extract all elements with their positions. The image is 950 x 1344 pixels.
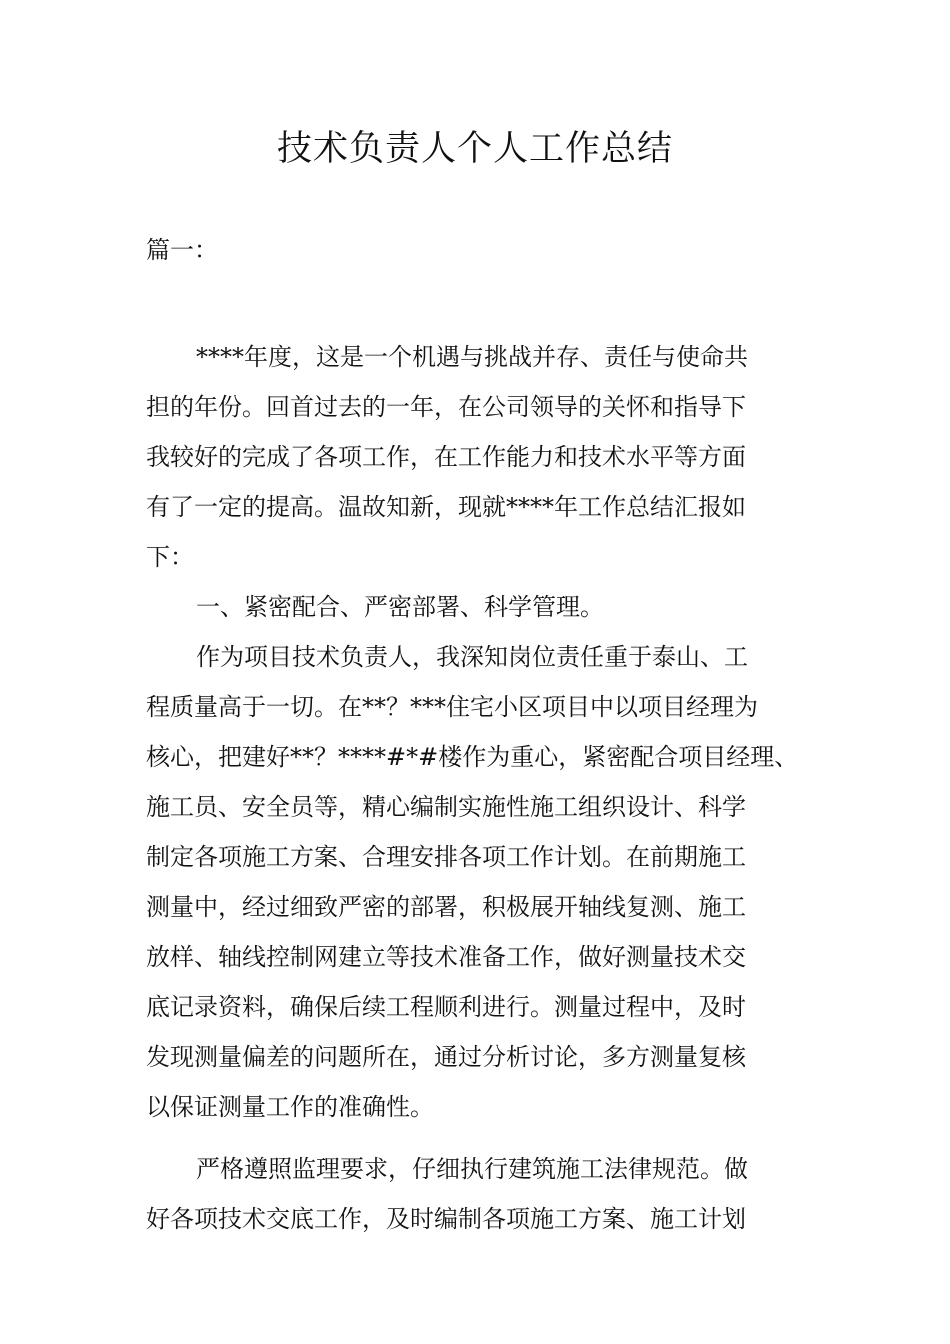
body-line: 发现测量偏差的问题所在，通过分析讨论，多方测量复核 xyxy=(146,1043,746,1071)
body-line: 核心，把建好**？****#*#楼作为重心，紧密配合项目经理、 xyxy=(146,743,799,771)
paragraph-gap xyxy=(146,1132,816,1144)
body-line: 施工员、安全员等，精心编制实施性施工组织设计、科学 xyxy=(146,793,746,821)
body-line: 以保证测量工作的准确性。 xyxy=(146,1093,434,1121)
body-line: 担的年份。回首过去的一年，在公司领导的关怀和指导下 xyxy=(146,393,746,421)
document-title: 技术负责人个人工作总结 xyxy=(276,129,673,169)
document-body xyxy=(146,332,816,1244)
body-line: 严格遵照监理要求，仔细执行建筑施工法律规范。做 xyxy=(196,1155,748,1183)
body-line: 下： xyxy=(146,543,194,571)
body-line: 放样、轴线控制网建立等技术准备工作，做好测量技术交 xyxy=(146,943,746,971)
body-line: 底记录资料，确保后续工程顺利进行。测量过程中，及时 xyxy=(146,993,746,1021)
body-line: 测量中，经过细致严密的部署，积极展开轴线复测、施工 xyxy=(146,893,746,921)
body-line: 作为项目技术负责人，我深知岗位责任重于泰山、工 xyxy=(196,643,748,671)
body-line: 好各项技术交底工作，及时编制各项施工方案、施工计划 xyxy=(146,1205,746,1233)
body-line: 有了一定的提高。温故知新，现就****年工作总结汇报如 xyxy=(146,493,746,521)
body-line: 程质量高于一切。在**？***住宅小区项目中以项目经理为 xyxy=(146,693,758,721)
body-line: 我较好的完成了各项工作，在工作能力和技术水平等方面 xyxy=(146,443,746,471)
body-line: 一、紧密配合、严密部署、科学管理。 xyxy=(196,593,604,621)
body-line: 制定各项施工方案、合理安排各项工作计划。在前期施工 xyxy=(146,843,746,871)
section-label: 篇一： xyxy=(146,236,218,264)
body-line: ****年度，这是一个机遇与挑战并存、责任与使命共 xyxy=(196,343,748,371)
